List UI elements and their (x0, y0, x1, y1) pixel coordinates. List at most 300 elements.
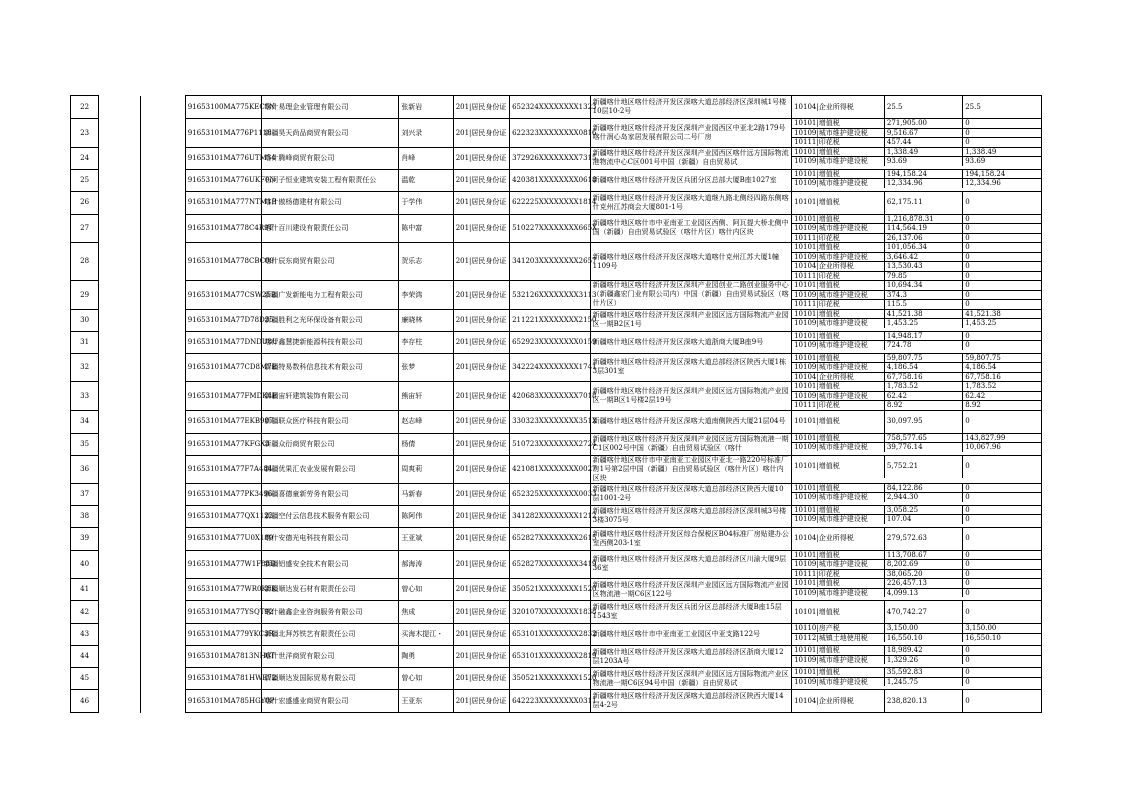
id-number: 420683XXXXXXXX7018 (510, 382, 591, 411)
tax-line (792, 233, 1041, 242)
tax-item: 10101|增值税 (792, 354, 884, 363)
table-row (71, 119, 1042, 148)
tax-subtable (792, 96, 1041, 118)
registered-address: 新疆喀什地区喀什经济开发区深喀大道总部经济区深圳城3号楼3楼3075号 (590, 505, 791, 527)
blank-cell (99, 455, 141, 483)
blank-cell (141, 147, 185, 169)
tax-items (792, 382, 1042, 411)
company-name: 新疆铝盛安全技术有限公司 (262, 550, 399, 579)
registered-address: 新疆喀什地区喀什经济开发区深圳产业园区远方国际物流产业园区一期B2区1号 (590, 309, 791, 331)
blank-cell (99, 550, 141, 579)
tax-amount: 3,058.25 (884, 506, 962, 515)
table-row (71, 601, 1042, 624)
registered-address: 新疆喀什地区喀什经济开发区深圳产业园创业二路创业服务中心（新疆鑫宏门业有限公司内）中国（新疆）自由贸易试验区（喀什片区） (590, 281, 791, 310)
blank-cell (141, 169, 185, 191)
id-number: 330323XXXXXXXX351X (510, 410, 591, 433)
tax-items (792, 119, 1042, 148)
table-row (71, 527, 1042, 550)
table-row (71, 624, 1042, 646)
registered-address: 新疆喀什地区喀什经济开发区深圳产业园区远方国际物流产业园区物流港一期C6区122号 (590, 579, 791, 601)
tax-line (792, 528, 1041, 550)
tax-amount: 9,516.67 (884, 128, 962, 138)
blank-cell (141, 668, 185, 690)
credit-code: 91653101MA777NTM1B (185, 191, 262, 214)
table-row (71, 668, 1042, 690)
tax-arrears: 0 (963, 456, 1041, 478)
tax-amount: 457.44 (884, 138, 962, 147)
legal-representative: 温乾 (399, 169, 453, 191)
tax-arrears: 0 (963, 290, 1041, 300)
company-name: 新疆联众医疗科技有限公司 (262, 410, 399, 433)
tax-amount: 59,807.75 (884, 354, 962, 363)
id-number: 622323XXXXXXXX0816 (510, 119, 591, 148)
tax-item: 10101|增值税 (792, 281, 884, 290)
company-name: 喀什鑫慧捷新能源科技有限公司 (262, 331, 399, 353)
id-number: 510723XXXXXXXX2724 (510, 433, 591, 455)
tax-item: 10101|增值税 (792, 310, 884, 319)
tax-arrears: 0 (963, 668, 1041, 677)
tax-subtable (792, 579, 1041, 597)
tax-arrears: 0 (963, 601, 1041, 623)
id-type: 201|居民身份证 (453, 382, 509, 411)
tax-amount: 3,150.00 (884, 624, 962, 633)
registered-address: 新疆喀什地区喀什经济开发区综合保税区B04标准厂房贴建办公室西侧203-1室 (590, 527, 791, 550)
tax-arrears: 41,521.38 (963, 310, 1041, 319)
table-row (71, 309, 1042, 331)
id-number: 622225XXXXXXXX1814 (510, 191, 591, 214)
credit-code: 91653101MA77FMDK4F (185, 382, 262, 411)
tax-line (792, 391, 1041, 401)
tax-amount: 1,329.26 (884, 655, 962, 664)
tax-arrears: 0 (963, 215, 1041, 224)
tax-arrears: 0 (963, 560, 1041, 570)
legal-representative: 肖峰 (399, 147, 453, 169)
company-name: 喀什腾峰商贸有限公司 (262, 147, 399, 169)
id-number: 350521XXXXXXXX1520 (510, 668, 591, 690)
blank-cell (141, 527, 185, 550)
tax-line (792, 668, 1041, 677)
table-row (71, 191, 1042, 214)
credit-code: 91653101MA776UTM54 (185, 147, 262, 169)
tax-amount: 30,097.95 (884, 411, 962, 433)
tax-subtable (792, 411, 1041, 433)
id-number: 510227XXXXXXXX665X (510, 214, 591, 243)
legal-representative: 曾心如 (399, 668, 453, 690)
blank-cell (141, 214, 185, 243)
tax-arrears: 0 (963, 271, 1041, 280)
blank-cell (141, 410, 185, 433)
tax-line (792, 646, 1041, 655)
blank-cell (99, 331, 141, 353)
credit-code: 91653101MA77YSQT92 (185, 601, 262, 624)
registered-address: 新疆喀什地区喀什经济开发区深喀大道总部经济区浙商大厦12层1203A号 (590, 646, 791, 668)
tax-item: 10101|增值税 (792, 434, 884, 443)
tax-item: 10112|城镇土地使用税 (794, 633, 868, 642)
blank-cell (141, 119, 185, 148)
blank-cell (141, 353, 185, 382)
row-index: 34 (71, 410, 99, 433)
tax-arrears: 194,158.24 (963, 170, 1041, 179)
tax-line (792, 300, 1041, 309)
row-index: 35 (71, 433, 99, 455)
id-number: 652827XXXXXXXX2615 (510, 527, 591, 550)
tax-line (792, 332, 1041, 341)
table-row (71, 579, 1042, 601)
row-index: 38 (71, 505, 99, 527)
id-number: 652324XXXXXXXX1323 (510, 96, 591, 119)
tax-amount: 1,783.52 (884, 382, 962, 391)
tax-line (792, 588, 1041, 597)
blank-cell (141, 309, 185, 331)
tax-items (792, 331, 1042, 353)
blank-cell (141, 433, 185, 455)
tax-items (792, 433, 1042, 455)
arrears-table (70, 95, 1042, 713)
row-index: 33 (71, 382, 99, 411)
tax-line (792, 96, 1041, 118)
id-number: 350521XXXXXXXX1520 (510, 579, 591, 601)
tax-arrears: 0 (963, 192, 1041, 214)
company-name: 新疆喜德童新劳务有限公司 (262, 483, 399, 505)
tax-arrears: 0 (963, 528, 1041, 550)
tax-arrears: 0 (963, 119, 1041, 128)
tax-amount: 279,572.63 (884, 528, 962, 550)
id-number: 653101XXXXXXXX2819 (510, 646, 591, 668)
tax-items (792, 550, 1042, 579)
credit-code: 91653101MA7813NH6T (185, 646, 262, 668)
tax-items (792, 601, 1042, 624)
tax-amount: 62,175.11 (884, 192, 962, 214)
tax-line (792, 179, 1041, 188)
tax-line (792, 148, 1041, 157)
tax-arrears: 143,827.99 (963, 434, 1041, 443)
tax-line (792, 310, 1041, 319)
row-index: 26 (71, 191, 99, 214)
legal-representative: 廉晓林 (399, 309, 453, 331)
legal-representative: 郝海涛 (399, 550, 453, 579)
id-number: 341203XXXXXXXX2657 (510, 243, 591, 281)
tax-item: 10104|企业所得税 (794, 534, 854, 543)
row-index: 30 (71, 309, 99, 331)
id-type: 201|居民身份证 (453, 527, 509, 550)
tax-line (792, 456, 1041, 478)
id-number: 642223XXXXXXXX0311 (510, 690, 591, 713)
blank-cell (99, 353, 141, 382)
tax-item: 10110|房产税 (792, 624, 884, 633)
tax-subtable (792, 332, 1041, 350)
tax-items (792, 243, 1042, 281)
tax-items (792, 169, 1042, 191)
tax-amount: 16,550.10 (884, 633, 962, 642)
tax-line (792, 157, 1041, 166)
tax-items (792, 281, 1042, 310)
legal-representative: 李荣鸿 (399, 281, 453, 310)
credit-code: 91653101MA776P1118 (185, 119, 262, 148)
tax-arrears: 0 (963, 128, 1041, 138)
tax-line (792, 170, 1041, 179)
tax-arrears: 0 (963, 655, 1041, 664)
tax-arrears: 0 (963, 252, 1041, 262)
tax-item: 10101|增值税 (794, 198, 840, 207)
tax-subtable (792, 456, 1041, 478)
tax-amount: 5,752.21 (884, 456, 962, 478)
id-type: 201|居民身份证 (453, 243, 509, 281)
tax-item: 10101|增值税 (792, 382, 884, 391)
row-index: 44 (71, 646, 99, 668)
tax-item: 10101|增值税 (792, 170, 884, 179)
registered-address: 新疆喀什地区喀什经济开发区深喀大道南侧陕西大厦21层04号 (590, 410, 791, 433)
tax-item: 10111|印花税 (794, 233, 840, 242)
id-type: 201|居民身份证 (453, 147, 509, 169)
credit-code: 91653101MA77U0X189 (185, 527, 262, 550)
company-name: 新疆昊天尚品商贸有限公司 (262, 119, 399, 148)
tax-arrears: 16,550.10 (963, 633, 1041, 642)
legal-representative: 周爽莉 (399, 455, 453, 483)
tax-arrears: 0 (963, 243, 1041, 252)
tax-items (792, 579, 1042, 601)
tax-amount: 84,122.86 (884, 484, 962, 493)
credit-code: 91653101MA77W1F88D (185, 550, 262, 579)
legal-representative: 买海木提江・ (399, 624, 453, 646)
tax-arrears: 0 (963, 588, 1041, 597)
tax-item: 10101|增值税 (792, 215, 884, 224)
tax-subtable (792, 148, 1041, 166)
tax-arrears: 0 (963, 646, 1041, 655)
id-type: 201|居民身份证 (453, 281, 509, 310)
table-row (71, 243, 1042, 281)
tax-amount: 4,099.13 (884, 588, 962, 597)
tax-line (792, 215, 1041, 224)
blank-cell (141, 382, 185, 411)
tax-line (792, 281, 1041, 290)
tax-amount: 25.5 (884, 96, 962, 118)
tax-item: 10101|增值税 (792, 506, 884, 515)
id-number: 211221XXXXXXXX2150 (510, 309, 591, 331)
tax-line (792, 319, 1041, 328)
tax-amount: 101,056.34 (884, 243, 962, 252)
tax-amount: 41,521.38 (884, 310, 962, 319)
tax-arrears: 0 (963, 138, 1041, 147)
tax-line (792, 601, 1041, 623)
tax-arrears: 0 (963, 332, 1041, 341)
table-row (71, 147, 1042, 169)
blank-cell (141, 505, 185, 527)
tax-subtable (792, 434, 1041, 452)
company-name: 新疆顺达发石材有限责任公司 (262, 579, 399, 601)
tax-line (792, 243, 1041, 252)
tax-amount: 8,202.69 (884, 560, 962, 570)
tax-line (792, 354, 1041, 363)
credit-code: 91653101MA778CBC09 (185, 243, 262, 281)
tax-line (792, 411, 1041, 433)
tax-items (792, 505, 1042, 527)
tax-amount: 115.5 (884, 300, 962, 309)
table-row (71, 646, 1042, 668)
id-type: 201|居民身份证 (453, 483, 509, 505)
credit-code: 91653101MA781HWE72 (185, 668, 262, 690)
tax-items (792, 96, 1042, 119)
tax-amount: 35,592.83 (884, 668, 962, 677)
id-type: 201|居民身份证 (453, 601, 509, 624)
tax-item: 10109|城市维护建设税 (792, 128, 884, 138)
tax-arrears: 0 (963, 281, 1041, 290)
id-type: 201|居民身份证 (453, 353, 509, 382)
tax-items (792, 410, 1042, 433)
tax-arrears: 0 (963, 551, 1041, 560)
tax-line (792, 551, 1041, 560)
tax-amount: 10,694.34 (884, 281, 962, 290)
tax-items (792, 690, 1042, 713)
tax-line (792, 579, 1041, 588)
tax-amount: 3,646.42 (884, 252, 962, 262)
row-index: 40 (71, 550, 99, 579)
company-name: 喀什安德光电科技有限公司 (262, 527, 399, 550)
tax-subtable (792, 215, 1041, 243)
tax-arrears: 62.42 (963, 391, 1041, 401)
credit-code: 91653101MA77F7A484 (185, 455, 262, 483)
id-number: 320107XXXXXXXX1838 (510, 601, 591, 624)
credit-code: 91653101MA77EKB907 (185, 410, 262, 433)
tax-arrears: 67,758.16 (963, 372, 1041, 381)
registered-address: 新疆喀什地区喀什经济开发区深圳产业园区远方国际物流港一期C1区002号中国（新疆）自由贸易试验区（喀什 (590, 433, 791, 455)
id-type: 201|居民身份证 (453, 410, 509, 433)
tax-items (792, 668, 1042, 690)
tax-subtable (792, 192, 1041, 214)
tax-arrears: 8.92 (963, 401, 1041, 410)
row-index: 39 (71, 527, 99, 550)
registered-address: 新疆喀什地区喀什市中亚南亚工业园区西侧、阿瓦提大桥北侧中国（新疆）自由贸易试验区（喀什片区）喀什内区块 (590, 214, 791, 243)
company-name: 喀什易理企业管理有限公司 (262, 96, 399, 119)
tax-line (792, 624, 1041, 633)
legal-representative: 贺乐志 (399, 243, 453, 281)
tax-line (792, 271, 1041, 280)
blank-cell (141, 331, 185, 353)
company-name: 喀什辰东商贸有限公司 (262, 243, 399, 281)
tax-arrears: 0 (963, 569, 1041, 578)
tax-arrears: 93.69 (963, 157, 1041, 166)
tax-items (792, 483, 1042, 505)
tax-item: 10109|城市维护建设税 (792, 363, 884, 373)
tax-item: 10101|增值税 (794, 417, 840, 426)
tax-arrears: 0 (963, 262, 1041, 272)
credit-code: 91653101MA779YKC3R (185, 624, 262, 646)
tax-arrears: 12,334.96 (963, 179, 1041, 188)
tax-line (792, 493, 1041, 502)
tax-subtable (792, 506, 1041, 524)
tax-subtable (792, 528, 1041, 550)
table-row (71, 433, 1042, 455)
tax-subtable (792, 281, 1041, 309)
id-type: 201|居民身份证 (453, 119, 509, 148)
tax-arrears: 3,150.00 (963, 624, 1041, 633)
tax-arrears: 4,186.54 (963, 363, 1041, 373)
tax-arrears: 0 (963, 233, 1041, 242)
tax-item: 10109|城市维护建设税 (792, 290, 884, 300)
id-type: 201|居民身份证 (453, 550, 509, 579)
id-type: 201|居民身份证 (453, 331, 509, 353)
tax-amount: 14,948.17 (884, 332, 962, 341)
id-number: 342224XXXXXXXX1741 (510, 353, 591, 382)
legal-representative: 于学伟 (399, 191, 453, 214)
tax-amount: 1,245.75 (884, 677, 962, 686)
tax-amount: 113,708.67 (884, 551, 962, 560)
tax-subtable (792, 668, 1041, 686)
row-index: 36 (71, 455, 99, 483)
legal-representative: 陶勇 (399, 646, 453, 668)
row-index: 31 (71, 331, 99, 353)
row-index: 22 (71, 96, 99, 119)
company-name: 新疆空付云信息技术服务有限公司 (262, 505, 399, 527)
company-name: 新疆优果汇农业发展有限公司 (262, 455, 399, 483)
tax-item: 10109|城市维护建设税 (794, 515, 868, 523)
blank-cell (99, 119, 141, 148)
legal-representative: 杨倩 (399, 433, 453, 455)
credit-code: 91653101MA77CD8M7E (185, 353, 262, 382)
tax-amount: 38,065.20 (884, 569, 962, 578)
row-index: 43 (71, 624, 99, 646)
registered-address: 新疆喀什地区喀什市中亚南亚工业园区中亚北一路220号标准厂房1号第2层中国（新疆）自由贸易试验区（喀什片区）喀什内区块 (590, 455, 791, 483)
row-index: 41 (71, 579, 99, 601)
company-name: 喀什世洋商贸有限公司 (262, 646, 399, 668)
blank-cell (99, 147, 141, 169)
row-index: 29 (71, 281, 99, 310)
id-number: 653101XXXXXXXX2832 (510, 624, 591, 646)
tax-arrears: 0 (963, 677, 1041, 686)
blank-cell (99, 690, 141, 713)
tax-subtable (792, 646, 1041, 664)
legal-representative: 马新春 (399, 483, 453, 505)
tax-amount: 26,137.06 (884, 233, 962, 242)
company-name: 新疆众衍商贸有限公司 (262, 433, 399, 455)
tax-items (792, 353, 1042, 382)
registered-address: 新疆喀什地区喀什经济开发区深圳产业园西区中亚北2路179号喀什润心岛家居发展有限公司二号厂房 (590, 119, 791, 148)
tax-line (792, 484, 1041, 493)
blank-cell (141, 455, 185, 483)
tax-arrears: 0 (963, 579, 1041, 588)
id-type: 201|居民身份证 (453, 690, 509, 713)
tax-item: 10109|城市维护建设税 (794, 319, 868, 327)
tax-item: 10101|增值税 (794, 607, 840, 616)
company-name: 喀什宏盛盛业商贸有限公司 (262, 690, 399, 713)
tax-amount: 62.42 (884, 391, 962, 401)
registered-address: 新疆喀什地区喀什经济开发区深喀大道继九路北侧经四路东侧喀什克州江苏商会大厦801-1号 (590, 191, 791, 214)
blank-cell (141, 96, 185, 119)
tax-line (792, 119, 1041, 128)
table-row (71, 214, 1042, 243)
credit-code: 91653101MA77D78D35 (185, 309, 262, 331)
row-index: 24 (71, 147, 99, 169)
table-row (71, 96, 1042, 119)
legal-representative: 张新岩 (399, 96, 453, 119)
tax-item: 10109|城市维护建设税 (794, 655, 868, 664)
credit-code: 91653101MA77QX1122 (185, 505, 262, 527)
tax-item: 10111|印花税 (794, 271, 840, 280)
tax-subtable (792, 243, 1041, 280)
tax-item: 10109|城市维护建设税 (794, 677, 868, 686)
tax-item: 10101|增值税 (792, 243, 884, 252)
tax-item: 10109|城市维护建设税 (794, 179, 868, 187)
registered-address: 新疆喀什地区喀什经济开发区深喀大道总部经济区川渝大厦9层36室 (590, 550, 791, 579)
company-name: 石河子恒业建筑安装工程有限责任公 (262, 169, 399, 191)
tax-arrears: 0 (963, 224, 1041, 234)
tax-line (792, 138, 1041, 147)
company-name: 新疆广发新能电力工程有限公司 (262, 281, 399, 310)
id-type: 201|居民身份证 (453, 455, 509, 483)
tax-arrears: 0 (963, 515, 1041, 524)
tax-items (792, 147, 1042, 169)
tax-amount: 39,776.14 (884, 443, 962, 452)
tax-amount: 67,758.16 (884, 372, 962, 381)
